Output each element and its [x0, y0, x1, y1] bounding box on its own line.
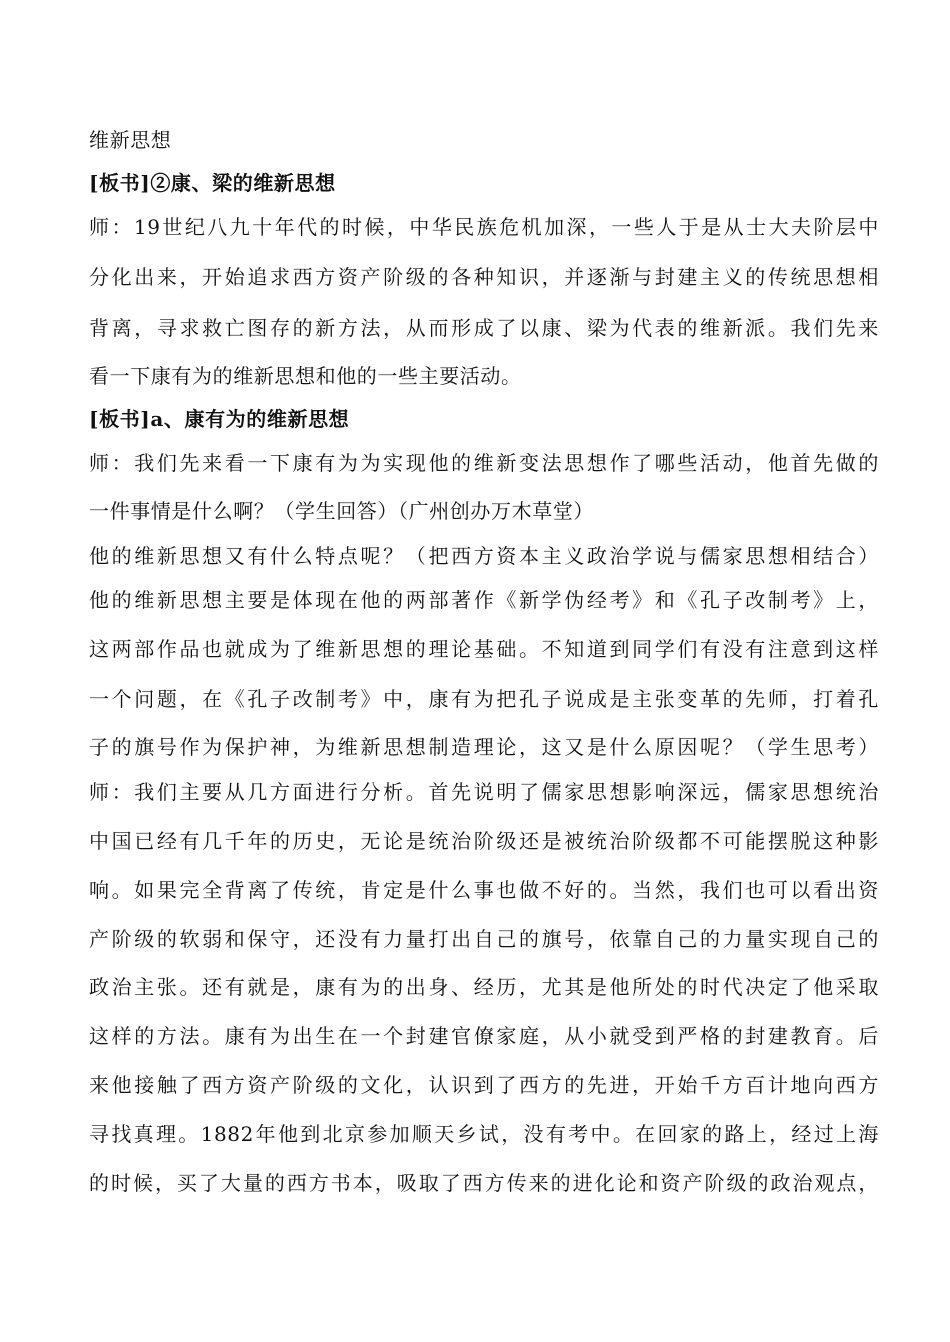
text-line-1: 维新思想: [89, 128, 172, 152]
text-line-9: 一件事情是什么啊？（学生回答）（广州创办万木草堂）: [89, 499, 594, 523]
text-line-18: 产阶级的软弱和保守，还没有力量打出自己的旗号，依靠自己的力量实现自己的: [89, 927, 879, 951]
text-line-5: 背离，寻求救亡图存的新方法，从而形成了以康、梁为代表的维新派。我们先来: [89, 316, 879, 340]
text-line-15: 师：我们主要从几方面进行分析。首先说明了儒家思想影响深远，儒家思想统治: [89, 780, 879, 804]
text-line-4: 分化出来，开始追求西方资产阶级的各种知识，并逐渐与封建主义的传统思想相: [89, 265, 879, 289]
board-subheading-line: [板书]a、康有为的维新思想: [89, 407, 350, 431]
text-line-12: 这两部作品也就成为了维新思想的理论基础。不知道到同学们有没有注意到这样: [89, 637, 879, 661]
board-heading-line: [板书]②康、梁的维新思想: [89, 171, 336, 195]
text-line-16: 中国已经有几千年的历史，无论是统治阶级还是被统治阶级都不可能摆脱这种影: [89, 829, 879, 853]
text-line-11: 他的维新思想主要是体现在他的两部著作《新学伪经考》和《孔子改制考》上，: [89, 588, 879, 612]
text-line-17: 响。如果完全背离了传统，肯定是什么事也做不好的。当然，我们也可以看出资: [89, 878, 879, 902]
text-line-10: 他的维新思想又有什么特点呢？（把西方资本主义政治学说与儒家思想相结合）: [89, 544, 879, 568]
text-line-21: 来他接触了西方资产阶级的文化，认识到了西方的先进，开始千方百计地向西方: [89, 1073, 879, 1097]
text-line-14: 子的旗号作为保护神，为维新思想制造理论，这又是什么原因呢？（学生思考）: [89, 735, 879, 759]
text-line-6: 看一下康有为的维新思想和他的一些主要活动。: [89, 364, 522, 388]
text-line-19: 政治主张。还有就是，康有为的出身、经历，尤其是他所处的时代决定了他采取: [89, 975, 879, 999]
text-line-13: 一个问题，在《孔子改制考》中，康有为把孔子说成是主张变革的先师，打着孔: [89, 687, 879, 711]
text-line-23: 的时候，买了大量的西方书本，吸取了西方传来的进化论和资产阶级的政治观点，: [89, 1171, 879, 1195]
text-line-3: 师：19世纪八九十年代的时候，中华民族危机加深，一些人于是从士大夫阶层中: [89, 215, 879, 239]
text-line-8: 师：我们先来看一下康有为为实现他的维新变法思想作了哪些活动，他首先做的: [89, 451, 879, 475]
text-line-20: 这样的方法。康有为出生在一个封建官僚家庭，从小就受到严格的封建教育。后: [89, 1024, 879, 1048]
text-line-22: 寻找真理。1882年他到北京参加顺天乡试，没有考中。在回家的路上，经过上海: [89, 1122, 879, 1146]
